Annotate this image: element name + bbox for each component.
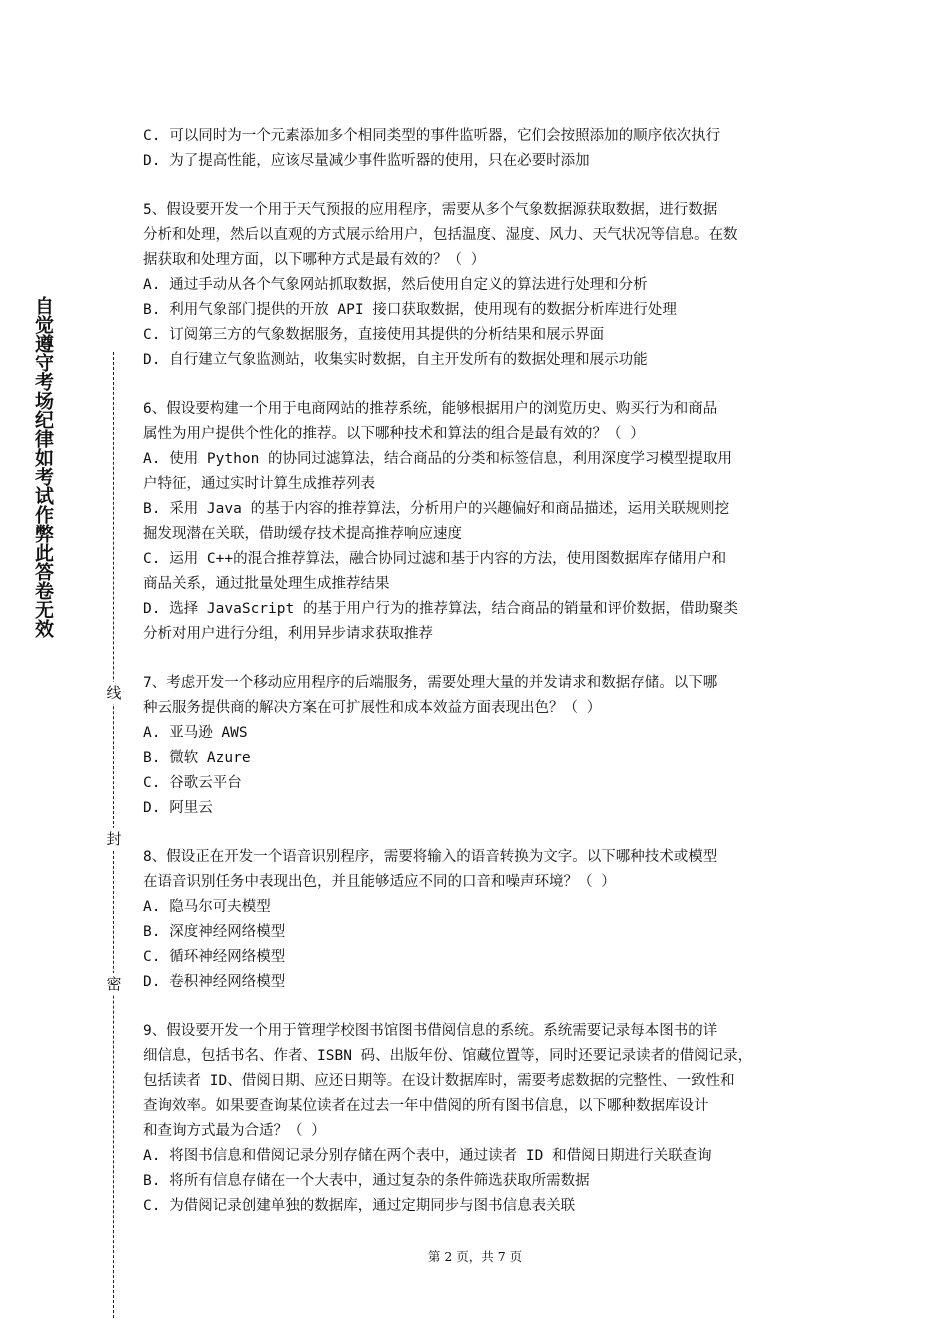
binding-mark-xian: 线 [104,682,124,704]
option-c: C. 可以同时为一个元素添加多个相同类型的事件监听器，它们会按照添加的顺序依次执行 [143,128,721,144]
question-stem: 细信息，包括书名、作者、ISBN 码、出版年份、馆藏位置等，同时还要记录读者的借阅记录， [143,1048,753,1064]
option-c: C. 订阅第三方的气象数据服务，直接使用其提供的分析结果和展示界面 [143,327,605,343]
question-stem: 在语音识别任务中表现出色，并且能够适应不同的口音和噪声环境？（ ） [143,874,616,890]
question-stem: 7、考虑开发一个移动应用程序的后端服务，需要处理大量的并发请求和数据存储。以下哪 [143,675,718,691]
question-stem: 8、假设正在开发一个语音识别程序，需要将输入的语音转换为文字。以下哪种技术或模型 [143,849,718,865]
question-6 [143,397,823,647]
exam-discipline-notice: 自觉遵守考场纪律如考试作弊此答卷无效 [32,296,54,638]
question-stem: 9、假设要开发一个用于管理学校图书馆图书借阅信息的系统。系统需要记录每本图书的详 [143,1023,718,1039]
option-a: A. 通过手动从各个气象网站抓取数据，然后使用自定义的算法进行处理和分析 [143,277,648,293]
question-stem: 种云服务提供商的解决方案在可扩展性和成本效益方面表现出色？（ ） [143,700,602,716]
option-c: C. 为借阅记录创建单独的数据库，通过定期同步与图书信息表关联 [143,1198,576,1214]
question-stem: 查询效率。如果要查询某位读者在过去一年中借阅的所有图书信息，以下哪种数据库设计 [143,1098,709,1114]
question-stem: 属性为用户提供个性化的推荐。以下哪种技术和算法的组合是最有效的？（ ） [143,426,645,442]
option-a-cont: 户特征，通过实时计算生成推荐列表 [143,476,375,492]
option-b: B. 利用气象部门提供的开放 API 接口获取数据，使用现有的数据分析库进行处理 [143,302,677,318]
question-stem: 和查询方式最为合适？（ ） [143,1123,326,1139]
option-b-cont: 掘发现潜在关联，借助缓存技术提高推荐响应速度 [143,526,462,542]
question-stem: 分析和处理，然后以直观的方式展示给用户，包括温度、湿度、风力、天气状况等信息。在数 [143,227,738,243]
question-7 [143,671,823,821]
option-b: B. 深度神经网络模型 [143,924,286,940]
binding-mark-feng: 封 [104,828,124,850]
option-d: D. 为了提高性能，应该尽量减少事件监听器的使用，只在必要时添加 [143,153,590,169]
option-b: B. 采用 Java 的基于内容的推荐算法，分析用户的兴趣偏好和商品描述，运用关联规则挖 [143,501,730,517]
question-9 [143,1019,823,1219]
option-b: B. 将所有信息存储在一个大表中，通过复杂的条件筛选获取所需数据 [143,1173,590,1189]
question-stem: 据获取和处理方面，以下哪种方式是最有效的？（ ） [143,252,486,268]
option-a: A. 隐马尔可夫模型 [143,899,271,915]
option-c: C. 循环神经网络模型 [143,949,286,965]
page-footer: 第 2 页，共 7 页 [427,1249,523,1264]
option-a: A. 使用 Python 的协同过滤算法，结合商品的分类和标签信息，利用深度学习模型提取用 [143,451,733,467]
question-5 [143,198,823,373]
option-d: D. 卷积神经网络模型 [143,974,286,990]
option-d: D. 自行建立气象监测站，收集实时数据，自主开发所有的数据处理和展示功能 [143,352,648,368]
question-content [143,124,823,1219]
question-8 [143,845,823,995]
option-d-cont: 分析对用户进行分组，利用异步请求获取推荐 [143,626,433,642]
option-a: A. 亚马逊 AWS [143,725,248,741]
question-stem: 包括读者 ID、借阅日期、应还日期等。在设计数据库时，需要考虑数据的完整性、一致性和 [143,1073,735,1089]
option-c: C. 谷歌云平台 [143,775,242,791]
binding-mark-mi: 密 [104,973,124,995]
option-c-cont: 商品关系，通过批量处理生成推荐结果 [143,576,390,592]
option-d: D. 选择 JavaScript 的基于用户行为的推荐算法，结合商品的销量和评价数据，借助聚类 [143,601,738,617]
option-d: D. 阿里云 [143,800,213,816]
option-c: C. 运用 C++的混合推荐算法，融合协同过滤和基于内容的方法，使用图数据库存储用户和 [143,551,727,567]
question-stem: 5、假设要开发一个用于天气预报的应用程序，需要从多个气象数据源获取数据，进行数据 [143,202,718,218]
option-b: B. 微软 Azure [143,750,251,766]
question-stem: 6、假设要构建一个用于电商网站的推荐系统，能够根据用户的浏览历史、购买行为和商品 [143,401,718,417]
option-a: A. 将图书信息和借阅记录分别存储在两个表中，通过读者 ID 和借阅日期进行关联查询 [143,1148,712,1164]
